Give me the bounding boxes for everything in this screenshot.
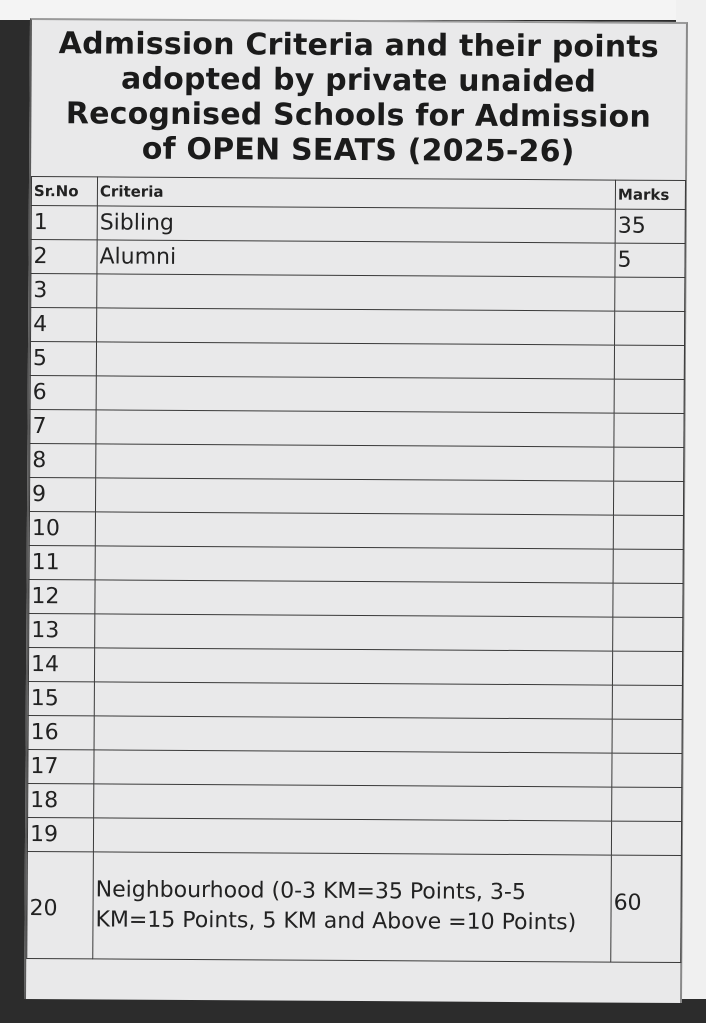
table-row [30,376,684,414]
table-body [27,206,686,963]
table-footer-space [26,959,680,1023]
row-sr-no: 4 [31,308,97,342]
row-sr-no: 11 [29,546,95,580]
row-criteria [94,784,612,821]
row-criteria [96,376,614,413]
table-row [29,478,683,516]
row-marks [612,685,682,719]
row-sr-no: 2 [31,240,97,274]
title-line-3: Recognised Schools for Admission [65,96,652,135]
table-row [30,342,684,380]
row-marks [615,311,685,345]
row-sr-no: 18 [28,784,94,818]
table-row [28,648,682,686]
row-sr-no: 14 [28,648,94,682]
table-row [28,682,682,720]
row-criteria [95,512,613,549]
row-marks: 60 [611,855,682,962]
table-row [28,750,682,788]
document-sheet [24,18,688,1003]
row-sr-no: 8 [30,444,96,478]
row-sr-no: 9 [29,478,95,512]
row-criteria [96,342,614,379]
document-title [31,20,686,180]
row-marks: 5 [615,243,685,277]
row-marks [614,447,684,481]
row-sr-no: 17 [28,750,94,784]
row-marks [613,617,683,651]
table-row [31,206,685,244]
row-criteria [95,546,613,583]
row-criteria: Neighbourhood (0-3 KM=35 Points, 3-5 KM=15 Points, 5 KM and Above =10 Points) [93,852,612,962]
row-criteria [96,444,614,481]
row-criteria [93,818,611,855]
table-row [30,444,684,482]
row-criteria: Sibling [97,206,615,243]
row-criteria [94,716,612,753]
row-criteria [97,308,615,345]
row-marks [612,719,682,753]
row-marks [612,753,682,787]
row-sr-no: 3 [31,274,97,308]
row-criteria [94,648,612,685]
table-row [27,851,682,962]
row-marks [613,481,683,515]
table-row [28,784,682,822]
table-row [31,308,685,346]
table-header-row [31,177,685,210]
row-marks [615,277,685,311]
row-marks [614,379,684,413]
row-criteria [95,580,613,617]
table-row [31,274,685,312]
row-sr-no: 6 [30,376,96,410]
row-sr-no: 19 [27,818,93,852]
row-marks: 35 [615,209,685,243]
row-criteria [95,478,613,515]
row-marks [613,549,683,583]
row-sr-no: 16 [28,716,94,750]
row-marks [612,651,682,685]
row-marks [614,413,684,447]
title-line-2: adopted by private unaided [120,61,597,100]
title-line-4: of OPEN SEATS (2025-26) [141,131,575,170]
table-row [29,580,683,618]
row-sr-no: 20 [27,851,94,958]
row-sr-no: 13 [29,614,95,648]
row-criteria [97,274,615,311]
row-marks [614,345,684,379]
header-criteria: Criteria [97,177,615,209]
row-criteria [94,682,612,719]
row-marks [613,583,683,617]
row-criteria: Alumni [97,240,615,277]
row-criteria [96,410,614,447]
table-row [30,410,684,448]
row-marks [612,787,682,821]
header-sr-no: Sr.No [31,177,97,206]
row-sr-no: 12 [29,580,95,614]
row-marks [613,515,683,549]
table-row [28,716,682,754]
table-row [31,240,685,278]
table-row [29,512,683,550]
row-sr-no: 7 [30,410,96,444]
row-criteria [94,750,612,787]
table-row [29,614,683,652]
row-marks [611,821,681,855]
background-top [0,0,706,20]
row-sr-no: 10 [29,512,95,546]
row-sr-no: 15 [28,682,94,716]
row-criteria [95,614,613,651]
title-line-1: Admission Criteria and their points [58,26,660,65]
row-sr-no: 1 [31,206,97,240]
header-marks: Marks [615,180,685,209]
row-sr-no: 5 [30,342,96,376]
table-row [29,546,683,584]
criteria-table [26,176,686,963]
table-row [27,818,681,856]
